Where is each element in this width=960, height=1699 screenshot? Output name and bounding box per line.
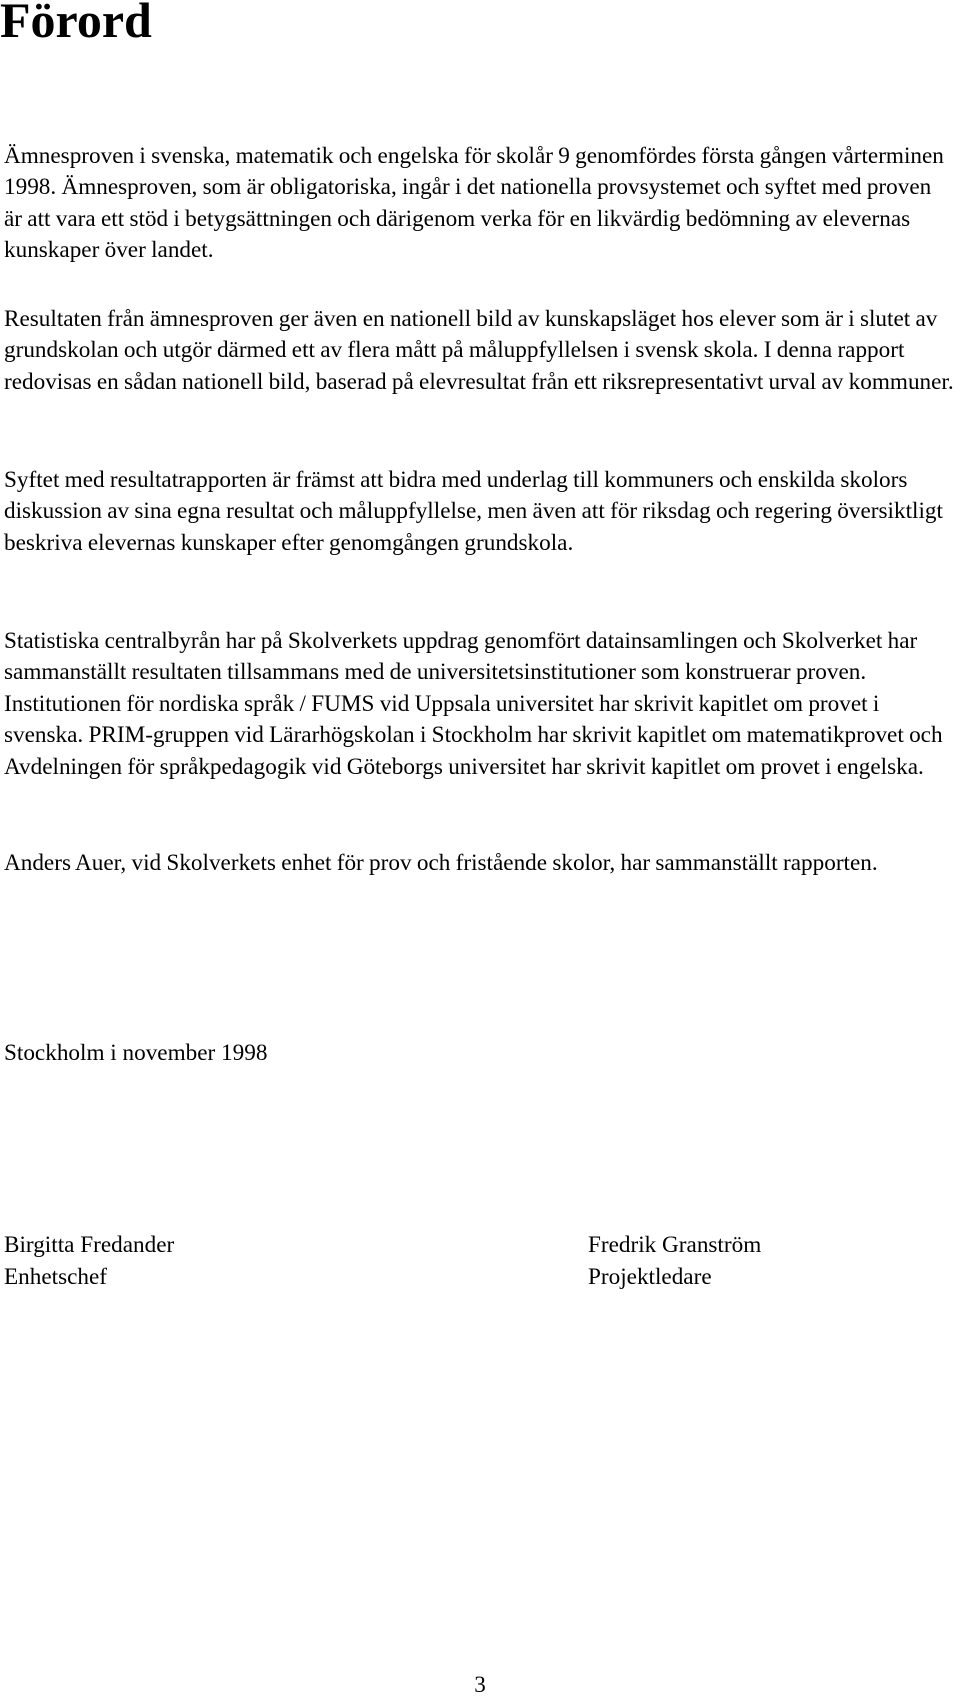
paragraph-compiler: Anders Auer, vid Skolverkets enhet för prov och fristående skolor, har sammanställt rapporten. [4,850,878,876]
signature-role: Enhetschef [4,1264,108,1290]
place-and-date: Stockholm i november 1998 [4,1040,268,1066]
signature-block-left [4,1229,174,1293]
paragraph-introduction: Ämnesproven i svenska, matematik och engelska för skolår 9 genomfördes första gången vårterminen 1998. Ämnesproven, som är obligatoriska, ingår i det nationella provsystemet och syftet med proven är att vara ett stöd i betygsättningen och därigenom verka för en likvärdig bedömning av elevernas kunskaper över landet. [4,143,944,264]
paragraph-purpose: Syftet med resultatrapporten är främst att bidra med underlag till kommuners och enskilda skolors diskussion av sina egna resultat och måluppfyllelse, men även att för riksdag och regering översiktligt beskriva elevernas kunskaper efter genomgången grundskola. [4,467,943,556]
signature-name: Fredrik Granström [588,1232,762,1258]
page-title: Förord [0,0,152,48]
signature-block-right [588,1229,761,1293]
signature-role: Projektledare [588,1264,712,1290]
paragraph-contributors: Statistiska centralbyrån har på Skolverkets uppdrag genomfört datainsamlingen och Skolverket har sammanställt resultaten tillsammans med de universitetsinstitutioner som konstruerar proven. Institutionen för nordiska språk / FUMS vid Uppsala universitet har skrivit kapitlet om provet i svenska. PRIM-gruppen vid Lärarhögskolan i Stockholm har skrivit kapitlet om matematikprovet och Avdelningen för språkpedagogik vid Göteborgs universitet har skrivit kapitlet om provet i engelska. [4,628,943,780]
signature-name: Birgitta Fredander [4,1232,175,1258]
paragraph-national-picture: Resultaten från ämnesproven ger även en nationell bild av kunskapsläget hos elever som är i slutet av grundskolan och utgör därmed ett av flera mått på måluppfyllelsen i svensk skola. I denna rapport redovisas en sådan nationell bild, baserad på elevresultat från ett riksrepresentativt urval av kommuner. [4,306,954,395]
page-number: 3 [474,1672,486,1698]
